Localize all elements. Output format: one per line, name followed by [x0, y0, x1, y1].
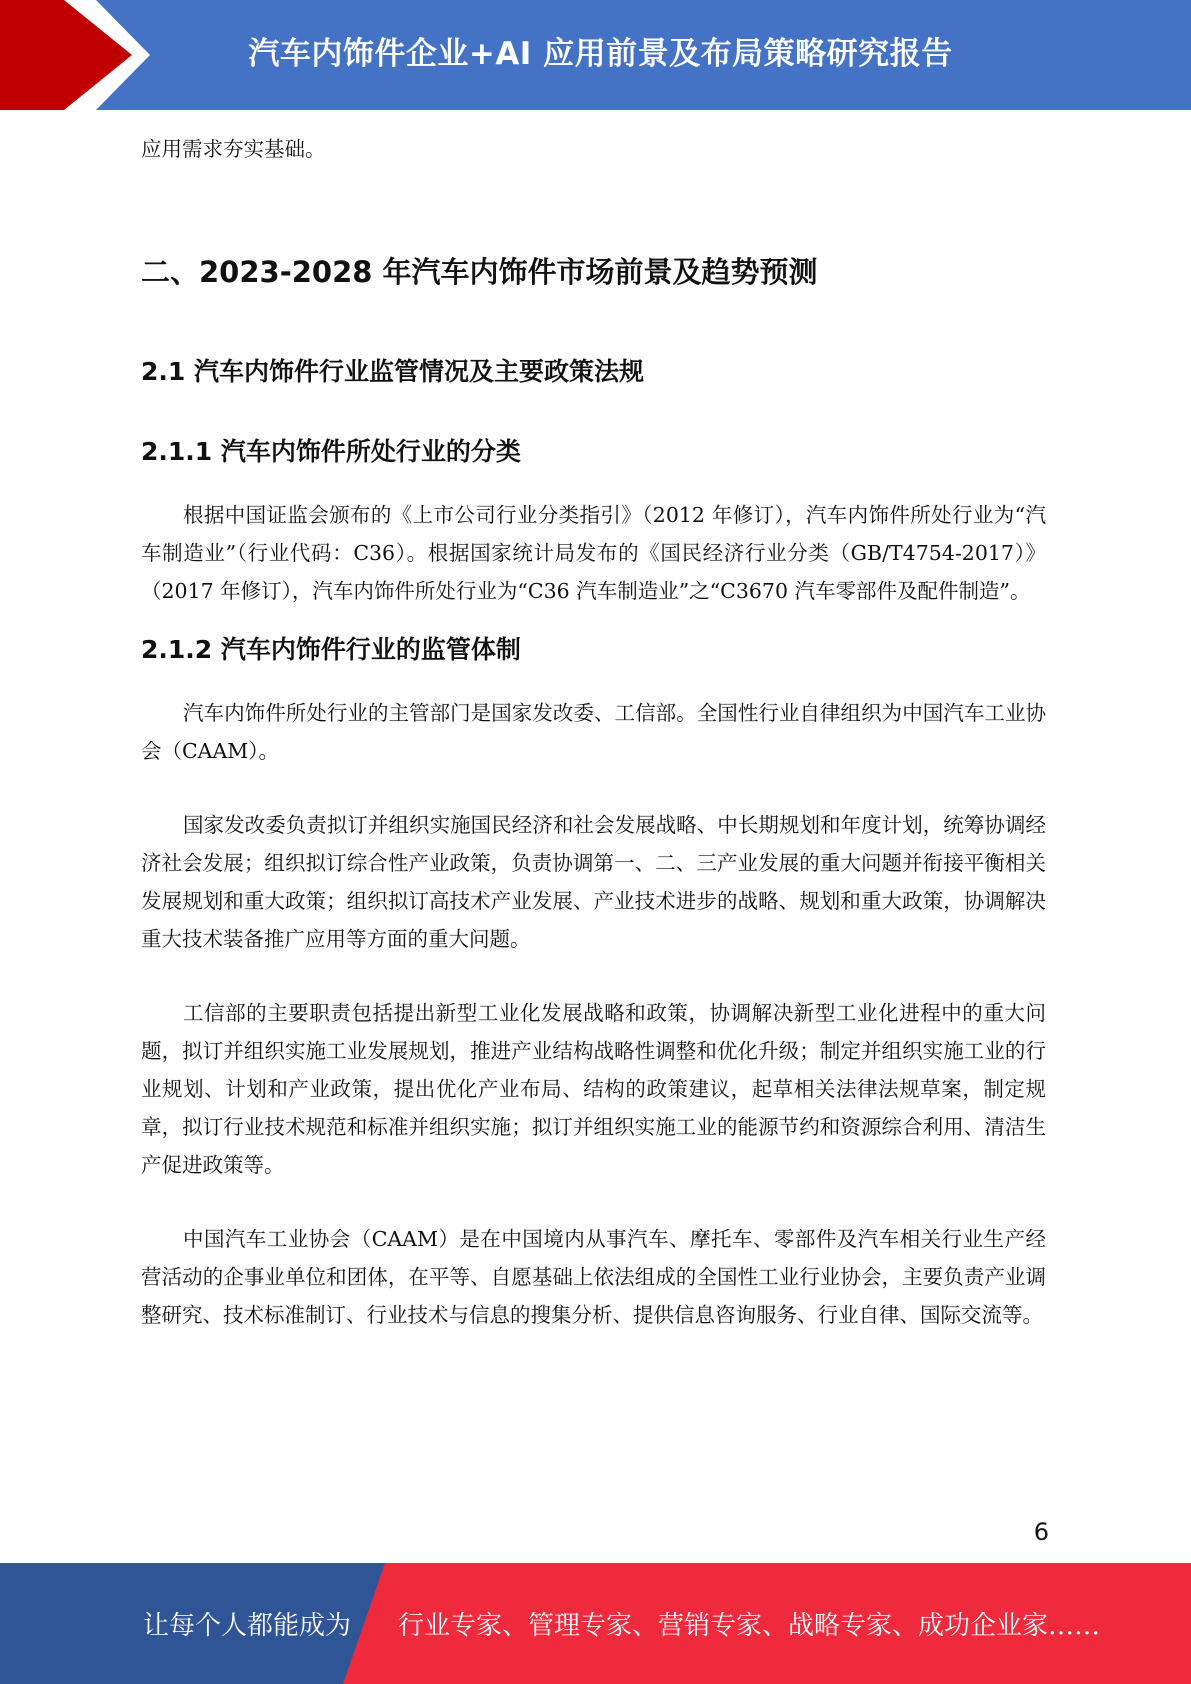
- sub2-paragraph-3: 工信部的主要职责包括提出新型工业化发展战略和政策，协调解决新型工业化进程中的重大问题，拟订并组织实施工业发展规划，推进产业结构战略性调整和优化升级；制定并组织实施工业的行业规划、计划和产业政策，提出优化产业布局、结构的政策建议，起草相关法律法规草案，制定规章，拟订行业技术规范和标准并组织实施；拟订并组织实施工业的能源节约和资源综合利用、清洁生产促进政策等。: [141, 1001, 1046, 1177]
- continued-paragraph: 应用需求夯实基础。: [141, 137, 326, 161]
- sub2-paragraph-4: 中国汽车工业协会（CAAM）是在中国境内从事汽车、摩托车、零部件及汽车相关行业生产经营活动的企事业单位和团体，在平等、自愿基础上依法组成的全国性工业行业协会，主要负责产业调整研究、技术标准制订、行业技术与信息的搜集分析、提供信息咨询服务、行业自律、国际交流等。: [141, 1227, 1046, 1327]
- sub2-heading: 2.1.2 汽车内饰件行业的监管体制: [141, 635, 521, 664]
- page-header: [0, 0, 1191, 110]
- sub1-paragraph: 根据中国证监会颁布的《上市公司行业分类指引》（2012 年修订），汽车内饰件所处行业为“汽车制造业”（行业代码：C36）。根据国家统计局发布的《国民经济行业分类（GB/T4754-2017）》（2017 年修订），汽车内饰件所处行业为“C36 汽车制造业”之“C3670 汽车零部件及配件制造”。: [141, 503, 1046, 603]
- sub2-paragraph-2: 国家发改委负责拟订并组织实施国民经济和社会发展战略、中长期规划和年度计划，统筹协调经济社会发展；组织拟订综合性产业政策，负责协调第一、二、三产业发展的重大问题并衔接平衡相关发展规划和重大政策；组织拟订高技术产业发展、产业技术进步的战略、规划和重大政策，协调解决重大技术装备推广应用等方面的重大问题。: [141, 813, 1046, 951]
- sub1-heading: 2.1.1 汽车内饰件所处行业的分类: [141, 437, 521, 466]
- sub2-paragraph-1: 汽车内饰件所处行业的主管部门是国家发改委、工信部。全国性行业自律组织为中国汽车工业协会（CAAM）。: [141, 701, 1046, 763]
- document-body: [141, 130, 1046, 1334]
- subsection-heading: 2.1 汽车内饰件行业监管情况及主要政策法规: [141, 357, 644, 386]
- footer-slogan-left: 让每个人都能成为: [143, 1611, 352, 1641]
- page-footer: [0, 1563, 1191, 1684]
- section-heading: 二、2023-2028 年汽车内饰件市场前景及趋势预测: [141, 255, 818, 289]
- page-number: 6: [1033, 1518, 1049, 1546]
- footer-slogan-right: 行业专家、管理专家、营销专家、战略专家、成功企业家……: [398, 1611, 1101, 1641]
- header-chevron-graphic: [0, 0, 150, 110]
- report-title: 汽车内饰件企业+AI 应用前景及布局策略研究报告: [248, 35, 953, 72]
